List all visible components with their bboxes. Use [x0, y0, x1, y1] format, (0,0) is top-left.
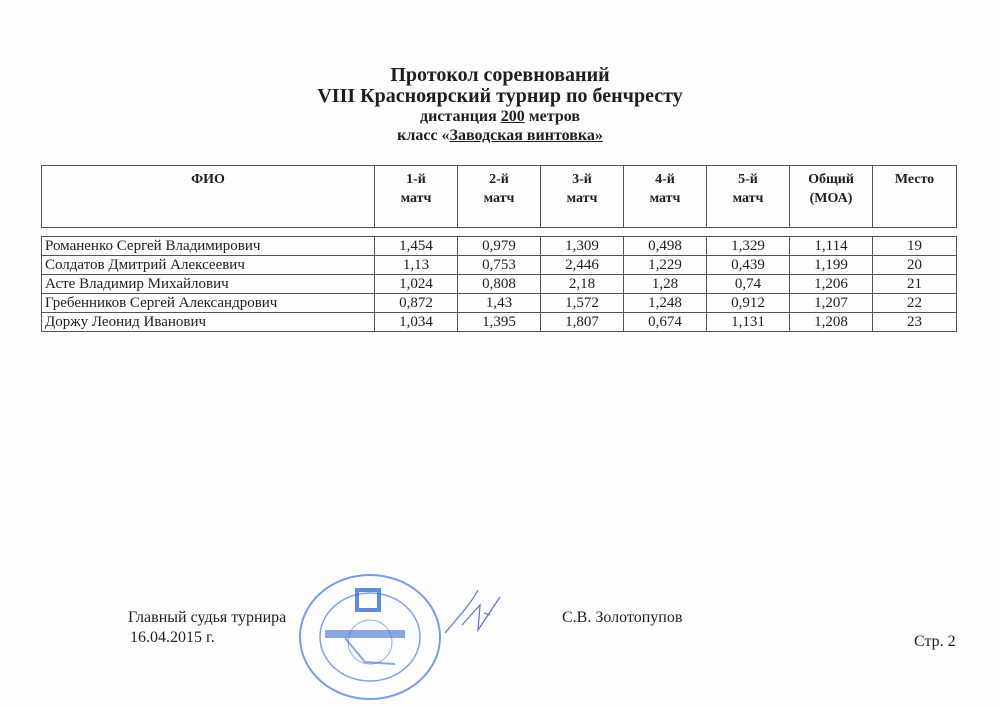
table-row: Асте Владимир Михайлович 1,024 0,808 2,18 1,28 0,74 1,206 21	[42, 275, 957, 294]
results-table-body	[41, 236, 957, 332]
distance-suffix: метров	[524, 108, 580, 125]
header-match-3: 3-й матч	[541, 166, 624, 228]
header-match-2: 2-й матч	[458, 166, 541, 228]
page-number: Стр. 2	[914, 633, 956, 650]
results-table-header	[41, 165, 957, 228]
header-match-4: 4-й матч	[624, 166, 707, 228]
class-line	[0, 127, 1000, 145]
distance-value: 200	[500, 108, 525, 125]
chief-judge-label: Главный судья турнира	[128, 609, 287, 626]
class-value: Заводская винтовка	[449, 127, 595, 144]
class-suffix: »	[594, 127, 603, 144]
official-stamp-icon	[295, 572, 445, 702]
class-prefix: класс «	[397, 127, 450, 144]
header-match-1: 1-й матч	[375, 166, 458, 228]
distance-prefix: дистанция	[420, 108, 501, 125]
distance-line	[0, 108, 1000, 126]
table-row: Романенко Сергей Владимирович 1,454 0,979 1,309 0,498 1,329 1,114 19	[42, 237, 957, 256]
chief-judge-name: С.В. Золотопупов	[562, 609, 683, 626]
tournament-name: VIII Красноярский турнир по бенчресту	[317, 85, 683, 107]
signature-icon	[440, 585, 510, 640]
table-row: Доржу Леонид Иванович 1,034 1,395 1,807 0,674 1,131 1,208 23	[42, 313, 957, 332]
table-row: Солдатов Дмитрий Алексеевич 1,13 0,753 2,446 1,229 0,439 1,199 20	[42, 256, 957, 275]
table-row: Гребенников Сергей Александрович 0,872 1,43 1,572 1,248 0,912 1,207 22	[42, 294, 957, 313]
document-date: 16.04.2015 г.	[130, 629, 215, 646]
header-match-5: 5-й матч	[707, 166, 790, 228]
header-place: Место	[873, 166, 957, 228]
header-name: ФИО	[42, 166, 375, 228]
header-total: Общий (МОА)	[790, 166, 873, 228]
document-title: Протокол соревнований	[390, 64, 610, 86]
